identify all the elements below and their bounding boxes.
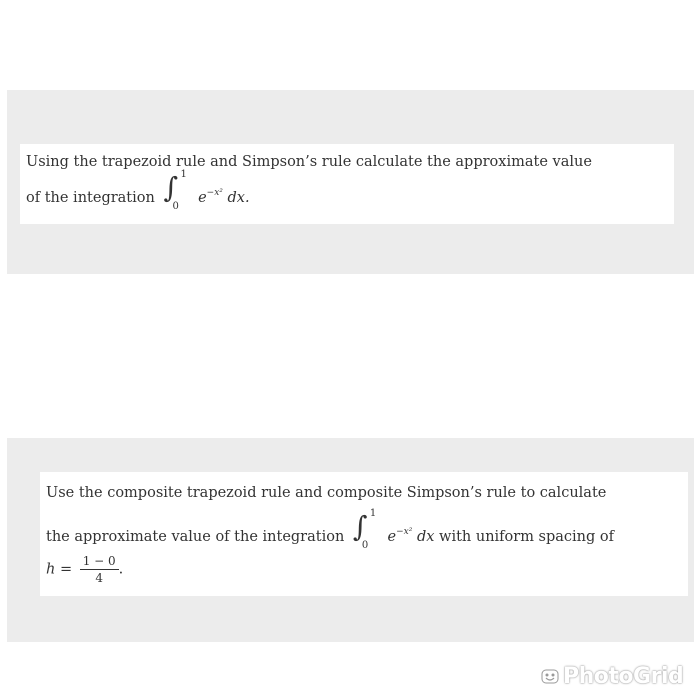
question-1-line-2 xyxy=(26,169,250,212)
question-1-panel xyxy=(7,90,694,274)
integral-upper-limit: 1 xyxy=(369,508,377,519)
question-2-prefix: the approximate value of the integration xyxy=(46,529,345,545)
integral-lower-limit: 0 xyxy=(172,201,179,212)
integral-symbol: ∫ 1 0 xyxy=(352,508,377,551)
fraction-denominator: 4 xyxy=(95,571,104,585)
watermark-text: PhotoGrid xyxy=(563,664,684,689)
question-2-line-1: Use the composite trapezoid rule and composite Simpson’s rule to calculate xyxy=(46,485,607,501)
question-2-panel xyxy=(7,438,694,642)
differential: dx xyxy=(416,529,435,545)
question-1-line-1: Using the trapezoid rule and Simpson’s rule calculate the approximate value xyxy=(26,154,592,170)
integrand: e xyxy=(198,190,207,206)
step-size-fraction xyxy=(80,554,119,585)
integrand-exponent: −x² xyxy=(396,527,413,537)
photogrid-watermark xyxy=(541,664,683,689)
question-2-line-3 xyxy=(46,554,123,585)
question-1-card xyxy=(20,144,674,224)
end-punctuation: . xyxy=(118,561,124,578)
question-2-suffix: with uniform spacing of xyxy=(439,529,615,545)
question-2-card xyxy=(40,472,688,596)
photogrid-logo-icon xyxy=(541,667,559,685)
integral-symbol: ∫ 1 0 xyxy=(163,169,187,212)
integrand: e xyxy=(387,529,397,545)
fraction-numerator: 1 − 0 xyxy=(80,554,119,570)
differential: dx. xyxy=(227,190,250,206)
step-size-label: h = xyxy=(46,561,73,578)
integral-lower-limit: 0 xyxy=(361,540,369,551)
question-1-prefix: of the integration xyxy=(26,190,155,206)
integrand-exponent: −x² xyxy=(206,188,223,198)
integral-upper-limit: 1 xyxy=(180,169,187,180)
question-2-line-2 xyxy=(46,508,615,551)
